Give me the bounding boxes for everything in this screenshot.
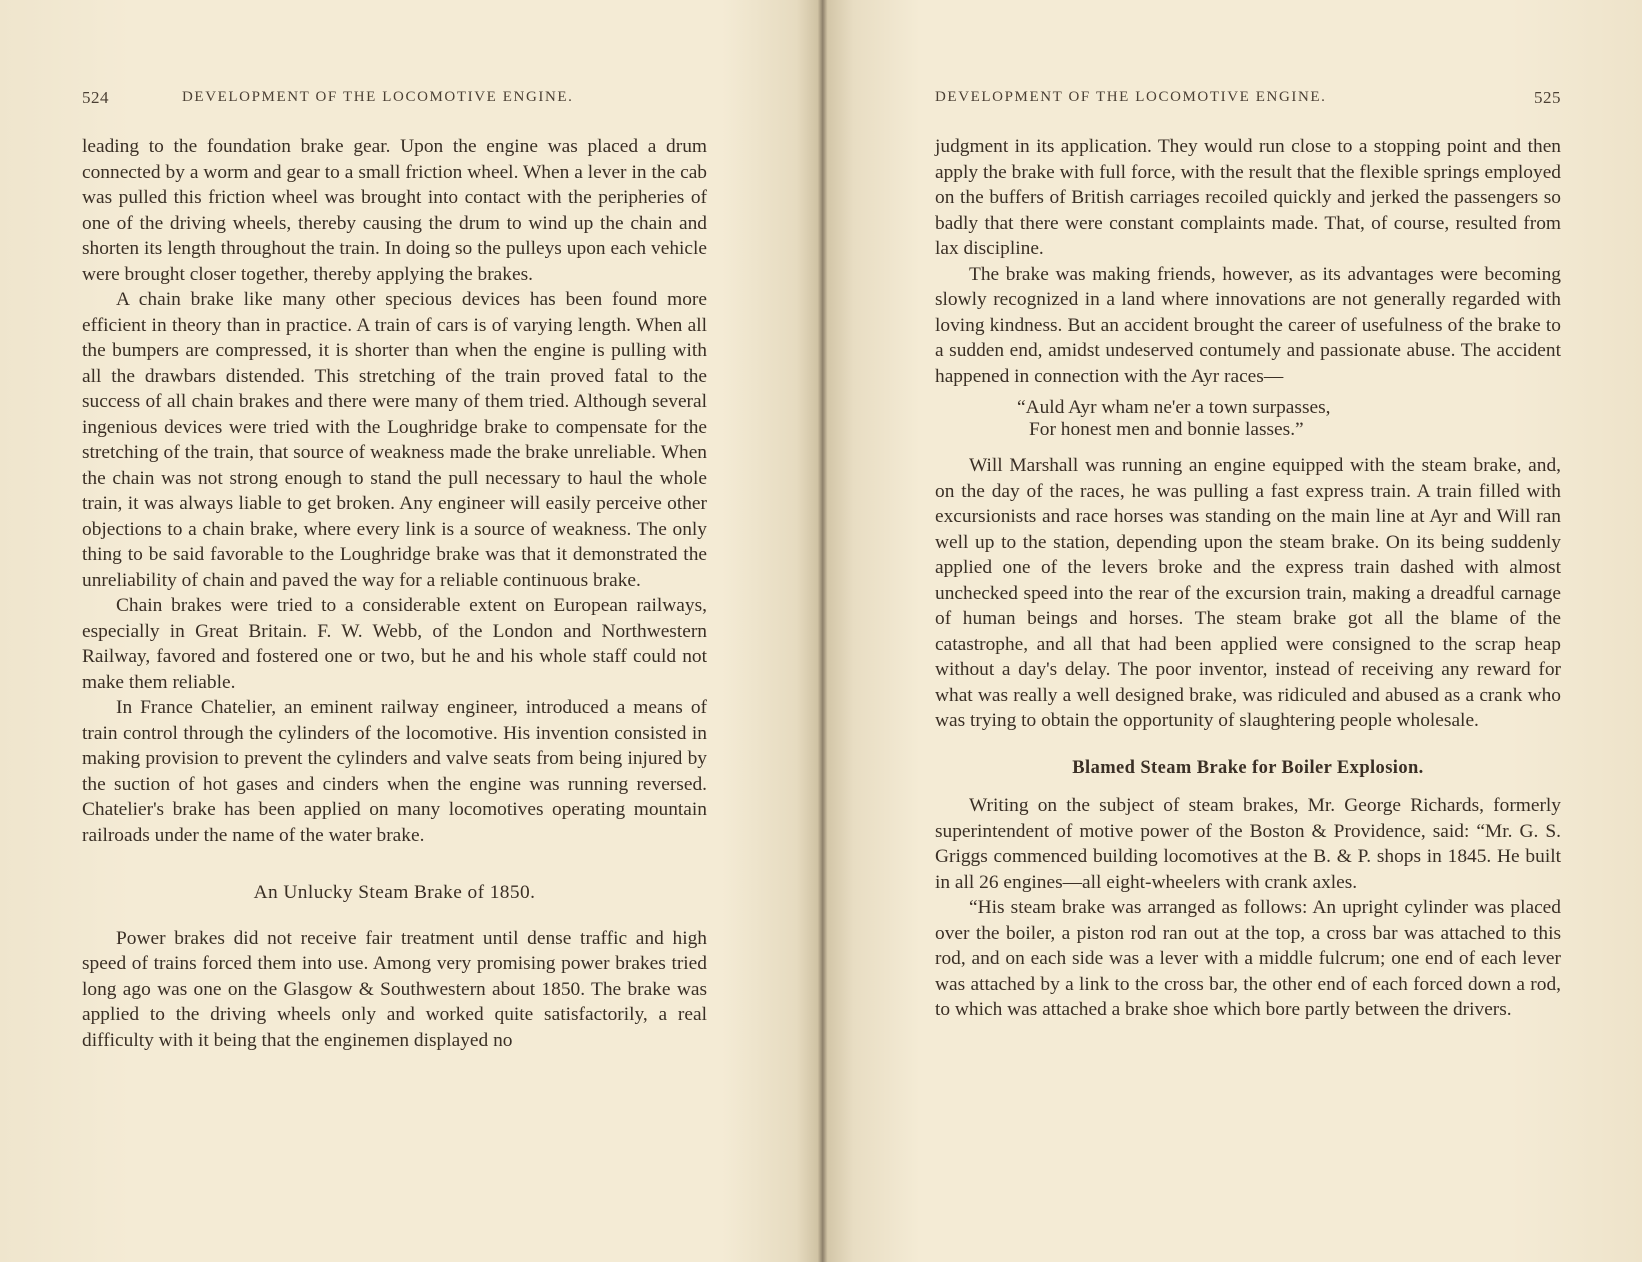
paragraph: Chain brakes were tried to a considerable extent on European railways, especially in Great Britain. F. W. Webb, of the London and Northwestern Railway, favored and fostered one or two, but he and his whole staff could not make them reliable. [82, 595, 707, 693]
left-page [0, 0, 815, 1262]
verse-line: “Auld Ayr wham ne'er a town surpasses, [1017, 397, 1331, 418]
paragraph: Writing on the subject of steam brakes, Mr. George Richards, formerly superintendent of motive power of the Boston & Providence, said: “Mr. G. S. Griggs commenced building locomotives at the B. & P. shops in 1845. He built in all 26 engines—all eight-wheelers with crank axles. [935, 795, 1561, 893]
paragraph: A chain brake like many other specious devices has been found more efficient in theory than in practice. A train of cars is of varying length. When all the bumpers are compressed, it is shorter than when the engine is pulling with all the drawbars distended. This stretching of the train proved fatal to the success of all chain brakes and there were many of them tried. Although several ingenious devices were tried with the Loughridge brake to compensate for the stretching of the train, that source of weakness made the brake unreliable. When the chain was not strong enough to stand the pull necessary to haul the whole train, it was always liable to get broken. Any engineer will easily perceive other objections to a chain brake, where every link is a source of weakness. The only thing to be said favorable to the Loughridge brake was that it demonstrated the unreliability of chain and paved the way for a reliable continuous brake. [82, 289, 707, 591]
verse-line: For honest men and bonnie lasses.” [1029, 419, 1304, 440]
left-page-number: 524 [82, 88, 109, 107]
section-heading: Blamed Steam Brake for Boiler Explosion. [1072, 757, 1424, 778]
paragraph: Power brakes did not receive fair treatment until dense traffic and high speed of trains forced them into use. Among very promising power brakes tried long ago was one on the Glasgow & Southwestern about 1850. The brake was applied to the driving wheels only and worked quite satisfactorily, a real difficulty with it being that the enginemen displayed no [82, 927, 707, 1051]
right-page-number: 525 [1534, 88, 1561, 107]
paragraph: judgment in its application. They would run close to a stopping point and then apply the brake with full force, with the result that the flexible springs employed on the buffers of British carriages recoiled quickly and jerked the passengers so badly that there were constant complaints made. That, of course, resulted from lax discipline. [935, 136, 1561, 259]
verse-quote [935, 397, 1561, 441]
right-body-text [935, 134, 1561, 1023]
left-running-title: DEVELOPMENT OF THE LOCOMOTIVE ENGINE. [182, 89, 574, 105]
paragraph: leading to the foundation brake gear. Upon the engine was placed a drum connected by a worm and gear to a small friction wheel. When a lever in the cab was pulled this friction wheel was brought into contact with the peripheries of one of the driving wheels, thereby causing the drum to wind up the chain and shorten its length throughout the train. In doing so the pulleys upon each vehicle were brought closer together, thereby applying the brakes. [82, 136, 707, 285]
paragraph: Will Marshall was running an engine equipped with the steam brake, and, on the day of the races, he was pulling a fast express train. A train filled with excursionists and race horses was standing on the main line at Ayr and Will ran well up to the station, depending upon the steam brake. On its being suddenly applied one of the levers broke and the express train dashed with almost unchecked speed into the rear of the excursion train, making a dreadful carnage of human beings and horses. The steam brake got all the blame of the catastrophe, and all that had been applied were consigned to the scrap heap without a day's delay. The poor inventor, instead of receiving any reward for what was really a well designed brake, was ridiculed and abused as a crank who was trying to obtain the opportunity of slaughtering people wholesale. [935, 455, 1561, 731]
section-heading: An Unlucky Steam Brake of 1850. [253, 882, 536, 903]
left-body-text [82, 134, 707, 1053]
right-page [825, 0, 1642, 1262]
paragraph: In France Chatelier, an eminent railway engineer, introduced a means of train control through the cylinders of the locomotive. His invention consisted in making provision to prevent the cylinders and valve seats from being injured by the suction of hot gases and cinders when the engine was running reversed. Chatelier's brake has been applied on many locomotives operating mountain railroads under the name of the water brake. [82, 697, 707, 846]
right-running-title: DEVELOPMENT OF THE LOCOMOTIVE ENGINE. [935, 89, 1327, 105]
paragraph: The brake was making friends, however, as its advantages were becoming slowly recognized in a land where innovations are not generally regarded with loving kindness. But an accident brought the career of usefulness of the brake to a sudden end, amidst undeserved contumely and passionate abuse. The accident happened in connection with the Ayr races— [935, 263, 1561, 387]
paragraph: “His steam brake was arranged as follows: An upright cylinder was placed over the boiler, a piston rod ran out at the top, a cross bar was attached to this rod, and on each side was a lever with a middle fulcrum; one end of each lever was attached by a link to the cross bar, the other end of each forced down a rod, to which was attached a brake shoe which bore partly between the drivers. [935, 897, 1561, 1020]
